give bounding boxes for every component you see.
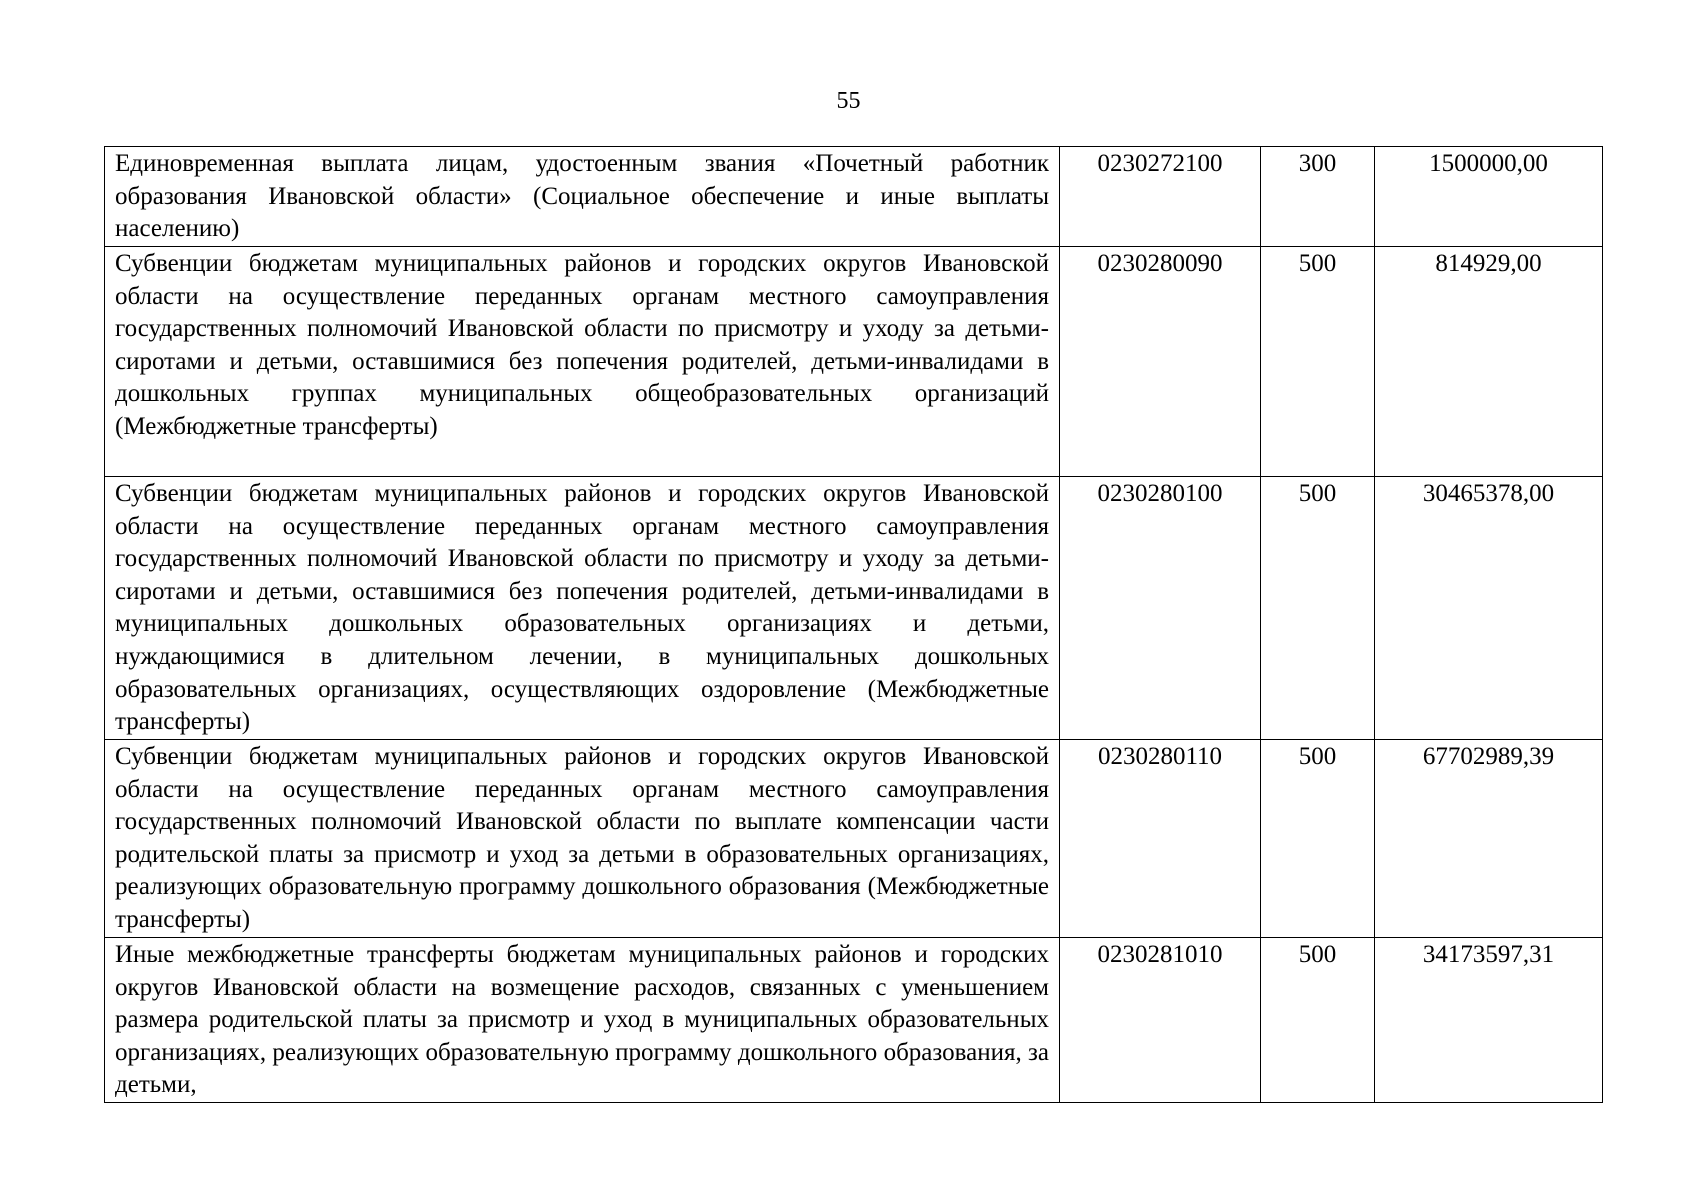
table-row [105, 740, 1603, 938]
target-article-code: 0230281010 [1060, 938, 1261, 1103]
table-row [105, 247, 1603, 477]
target-article-code: 0230272100 [1060, 147, 1261, 247]
expense-type-code: 500 [1261, 247, 1375, 477]
amount-cell: 34173597,31 [1375, 938, 1603, 1103]
budget-table [104, 146, 1603, 1103]
expense-type-code: 500 [1261, 740, 1375, 938]
expense-type-code: 500 [1261, 938, 1375, 1103]
target-article-code: 0230280110 [1060, 740, 1261, 938]
expense-description: Иные межбюджетные трансферты бюджетам муниципальных районов и городских округов Ивановской области на возмещение расходов, связанных с уменьшением размера родительской платы за присмотр и уход в муниципальных образовательных организациях, реализующих образовательную программу дошкольного образования, за детьми, [105, 938, 1060, 1103]
target-article-code: 0230280100 [1060, 477, 1261, 740]
table-row [105, 147, 1603, 247]
table-row [105, 938, 1603, 1103]
page-number: 55 [836, 88, 861, 114]
amount-cell: 30465378,00 [1375, 477, 1603, 740]
amount-cell: 814929,00 [1375, 247, 1603, 477]
amount-cell: 1500000,00 [1375, 147, 1603, 247]
expense-type-code: 300 [1261, 147, 1375, 247]
amount-cell: 67702989,39 [1375, 740, 1603, 938]
expense-description: Единовременная выплата лицам, удостоенным звания «Почетный работник образования Ивановской области» (Социальное обеспечение и иные выплаты населению) [105, 147, 1060, 247]
expense-type-code: 500 [1261, 477, 1375, 740]
expense-description: Субвенции бюджетам муниципальных районов и городских округов Ивановской области на осуществление переданных органам местного самоуправления государственных полномочий Ивановской области по присмотру и уходу за детьми-сиротами и детьми, оставшимися без попечения родителей, детьми-инвалидами в дошкольных группах муниципальных общеобразовательных организаций (Межбюджетные трансферты) [105, 247, 1060, 477]
target-article-code: 0230280090 [1060, 247, 1261, 477]
table-row [105, 477, 1603, 740]
expense-description: Субвенции бюджетам муниципальных районов и городских округов Ивановской области на осуществление переданных органам местного самоуправления государственных полномочий Ивановской области по выплате компенсации части родительской платы за присмотр и уход за детьми в образовательных организациях, реализующих образовательную программу дошкольного образования (Межбюджетные трансферты) [105, 740, 1060, 938]
expense-description: Субвенции бюджетам муниципальных районов и городских округов Ивановской области на осуществление переданных органам местного самоуправления государственных полномочий Ивановской области по присмотру и уходу за детьми-сиротами и детьми, оставшимися без попечения родителей, детьми-инвалидами в муниципальных дошкольных образовательных организациях и детьми, нуждающимися в длительном лечении, в муниципальных дошкольных образовательных организациях, осуществляющих оздоровление (Межбюджетные трансферты) [105, 477, 1060, 740]
